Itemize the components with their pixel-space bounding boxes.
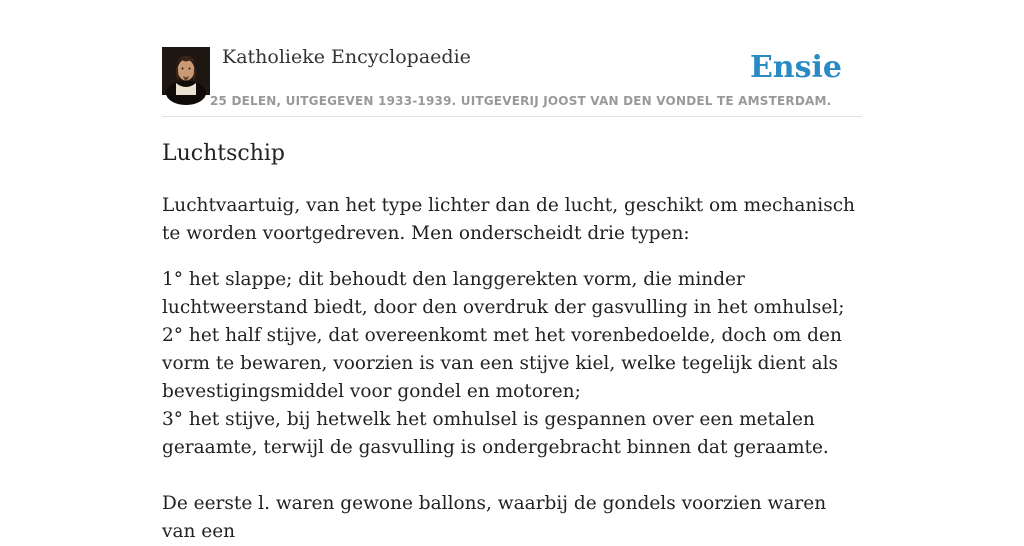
site-header xyxy=(162,0,862,117)
brand-logo-link[interactable]: Ensie xyxy=(749,50,842,85)
article-type-list xyxy=(162,266,862,462)
list-item: 2° het half stijve, dat overeenkomt met het vorenbedoelde, doch om den vorm te bewaren, voorzien is van een stijve kiel, welke tegelijk dient als bevestigingsmiddel voor gondel en motoren; xyxy=(162,325,842,402)
site-title[interactable]: Katholieke Encyclopaedie xyxy=(222,46,471,68)
list-item: 3° het stijve, bij hetwelk het omhulsel is gespannen over een metalen geraamte, terwijl de gasvulling is ondergebracht binnen dat geraamte. xyxy=(162,409,829,458)
list-item: 1° het slappe; dit behoudt den langgerekten vorm, die minder luchtweerstand biedt, door den overdruk der gasvulling in het omhulsel; xyxy=(162,269,845,318)
article-intro: Luchtvaartuig, van het type lichter dan de lucht, geschikt om mechanisch te worden voortgedreven. Men onderscheidt drie typen: xyxy=(162,195,855,244)
article-title: Luchtschip xyxy=(162,141,286,166)
article xyxy=(162,138,862,546)
site-subtitle: 25 DELEN, UITGEGEVEN 1933-1939. UITGEVERIJ JOOST VAN DEN VONDEL TE AMSTERDAM. xyxy=(210,94,832,108)
article-paragraph: De eerste l. waren gewone ballons, waarbij de gondels voorzien waren van een xyxy=(162,493,827,542)
portrait-avatar-icon[interactable] xyxy=(162,47,210,95)
